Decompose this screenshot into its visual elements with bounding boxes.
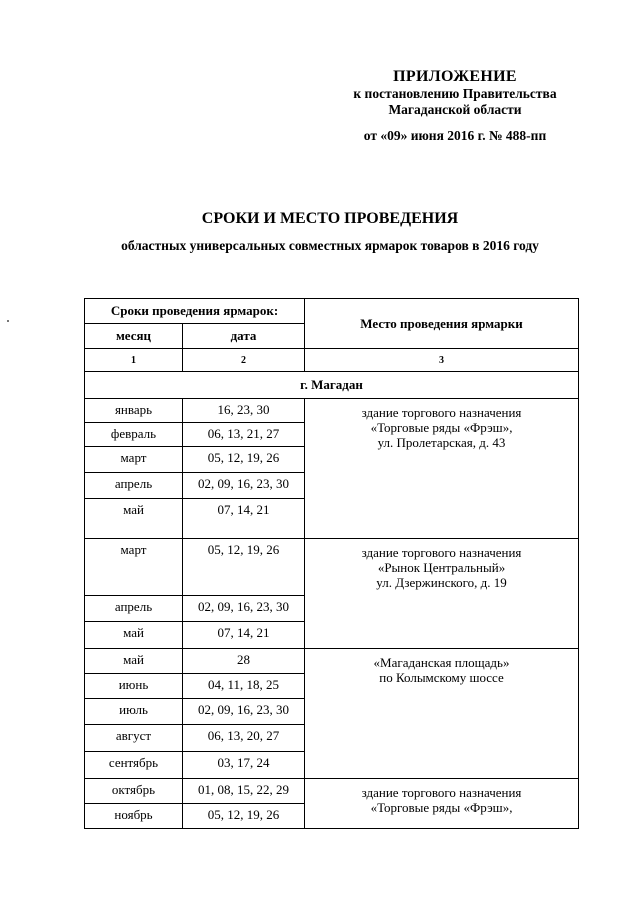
dates-cell: 06, 13, 20, 27 [183, 725, 305, 752]
month-cell: май [85, 499, 183, 539]
dates-cell: 07, 14, 21 [183, 499, 305, 539]
dates-cell: 01, 08, 15, 22, 29 [183, 779, 305, 804]
city-row: г. Магадан [85, 372, 579, 399]
month-cell: октябрь [85, 779, 183, 804]
place-line: здание торгового назначения [361, 405, 522, 420]
schedule-table [84, 298, 579, 829]
place-line: «Торговые ряды «Фрэш», [370, 420, 513, 435]
scan-mark [7, 320, 9, 322]
place-line: «Магаданская площадь» [373, 655, 510, 670]
place-cell [305, 399, 579, 539]
place-line: «Торговые ряды «Фрэш», [370, 800, 513, 815]
table-row [85, 779, 579, 804]
dates-cell: 02, 09, 16, 23, 30 [183, 699, 305, 725]
place-line: здание торгового назначения [361, 545, 522, 560]
month-cell: май [85, 622, 183, 649]
dates-cell: 02, 09, 16, 23, 30 [183, 596, 305, 622]
column-index-3: 3 [305, 349, 579, 372]
place-line: ул. Пролетарская, д. 43 [377, 435, 506, 450]
month-cell: апрель [85, 596, 183, 622]
place-line: «Рынок Центральный» [377, 560, 506, 575]
place-line: ул. Дзержинского, д. 19 [376, 575, 507, 590]
appendix-title: ПРИЛОЖЕНИЕ [393, 68, 517, 85]
appendix-line-1: к постановлению Правительства [353, 86, 557, 101]
table-row [85, 539, 579, 596]
column-index-1: 1 [85, 349, 183, 372]
month-cell: ноябрь [85, 804, 183, 829]
dates-cell: 05, 12, 19, 26 [183, 539, 305, 596]
dates-cell: 28 [183, 649, 305, 674]
place-line: по Колымскому шоссе [379, 670, 504, 685]
dates-cell: 05, 12, 19, 26 [183, 447, 305, 473]
appendix-date: от «09» июня 2016 г. № 488-пп [363, 128, 547, 143]
dates-cell: 04, 11, 18, 25 [183, 674, 305, 699]
place-cell [305, 539, 579, 649]
dates-cell: 16, 23, 30 [183, 399, 305, 423]
month-cell: февраль [85, 423, 183, 447]
dates-cell: 06, 13, 21, 27 [183, 423, 305, 447]
month-cell: июнь [85, 674, 183, 699]
month-cell: апрель [85, 473, 183, 499]
header-place: Место проведения ярмарки [305, 299, 579, 349]
place-cell [305, 649, 579, 779]
month-cell: август [85, 725, 183, 752]
document-title: СРОКИ И МЕСТО ПРОВЕДЕНИЯ [201, 210, 459, 227]
table-row [85, 649, 579, 674]
column-index-2: 2 [183, 349, 305, 372]
month-cell: июль [85, 699, 183, 725]
month-cell: март [85, 539, 183, 596]
dates-cell: 07, 14, 21 [183, 622, 305, 649]
table-row [85, 399, 579, 423]
header-dates-group: Сроки проведения ярмарок: [85, 299, 305, 324]
header-date: дата [183, 324, 305, 349]
month-cell: сентябрь [85, 752, 183, 779]
appendix-line-2: Магаданской области [388, 102, 522, 117]
document-subtitle: областных универсальных совместных ярмарок товаров в 2016 году [121, 238, 539, 253]
place-line: здание торгового назначения [361, 785, 522, 800]
dates-cell: 02, 09, 16, 23, 30 [183, 473, 305, 499]
dates-cell: 05, 12, 19, 26 [183, 804, 305, 829]
month-cell: январь [85, 399, 183, 423]
header-month: месяц [85, 324, 183, 349]
dates-cell: 03, 17, 24 [183, 752, 305, 779]
appendix-header [330, 68, 580, 144]
place-cell [305, 779, 579, 829]
month-cell: май [85, 649, 183, 674]
month-cell: март [85, 447, 183, 473]
